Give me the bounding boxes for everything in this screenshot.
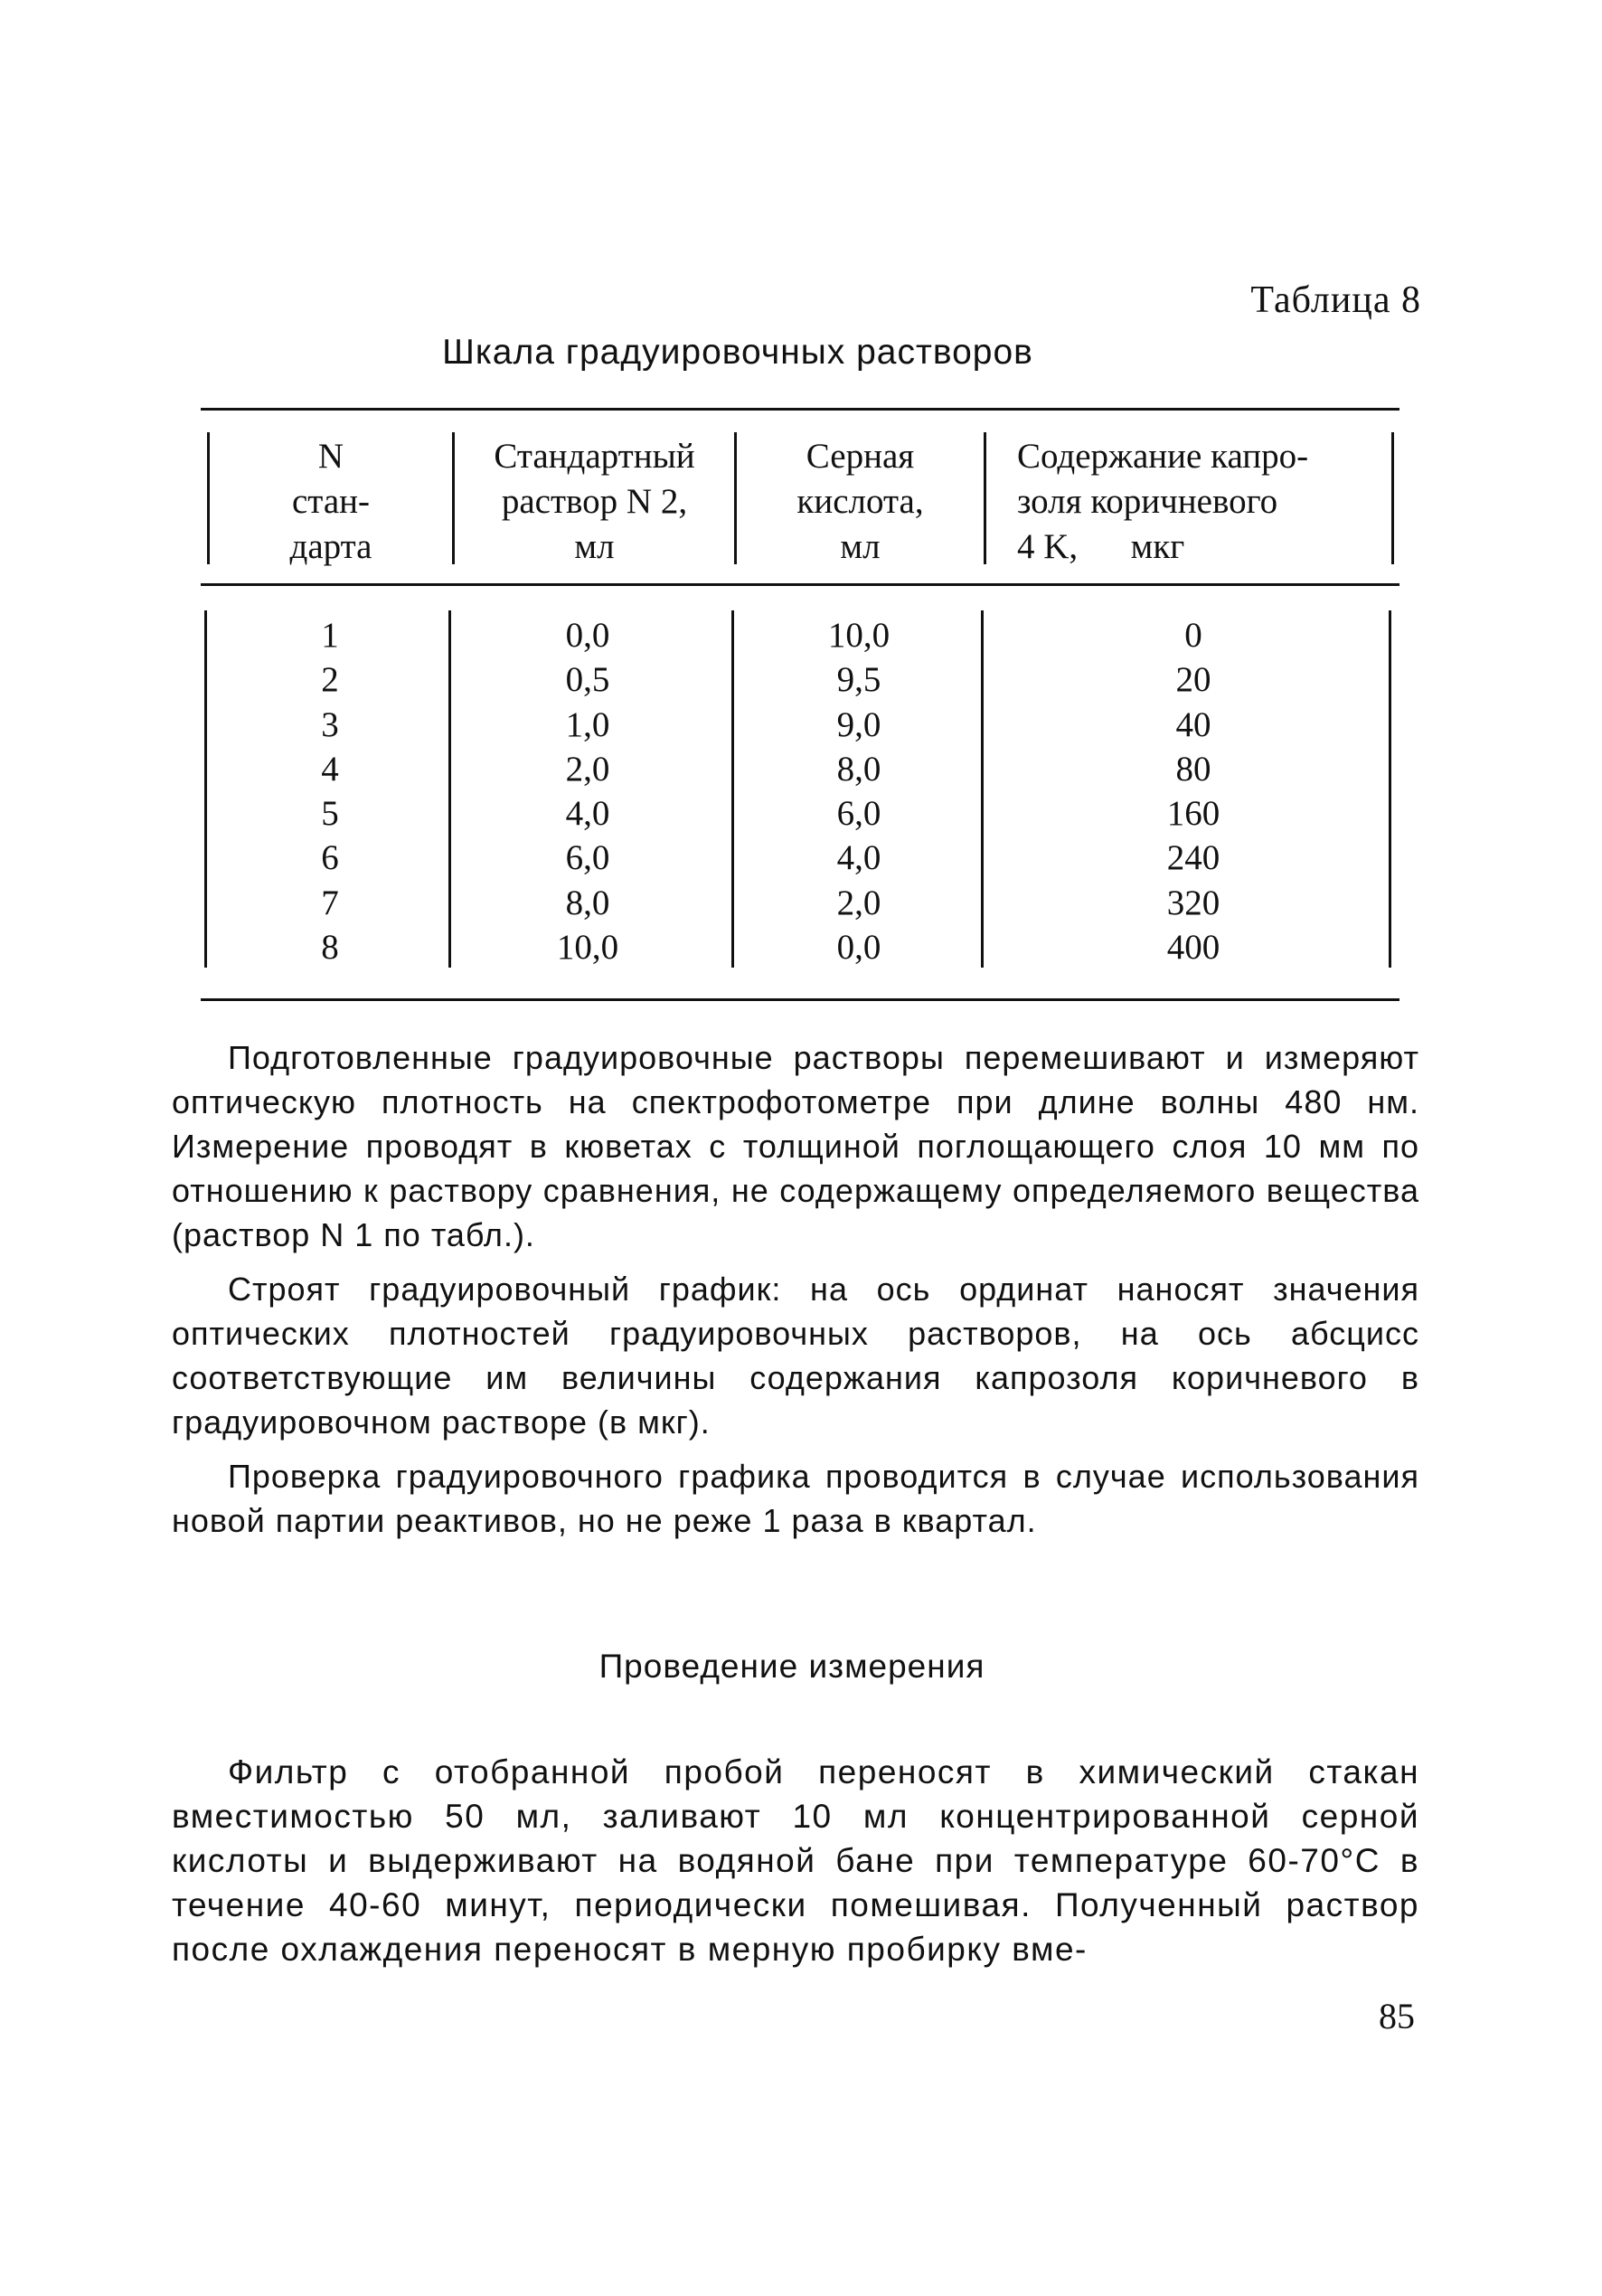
header-line: Серная xyxy=(806,437,915,476)
table-header-rule xyxy=(201,583,1399,586)
header-line: золя коричневого xyxy=(1017,482,1278,521)
body-divider xyxy=(1389,610,1391,968)
header-line: кислота, xyxy=(796,482,924,521)
table-cell: 160 xyxy=(1166,794,1220,834)
table-cell: 4,0 xyxy=(565,794,610,834)
section-body xyxy=(172,1750,1419,1971)
table-cell: 2,0 xyxy=(565,749,610,789)
table-cell: 20 xyxy=(1175,660,1211,700)
header-line: мл xyxy=(574,527,615,566)
body-divider xyxy=(448,610,451,968)
table-cell: 320 xyxy=(1166,883,1220,922)
section-heading xyxy=(0,1648,1602,1686)
table-cell: 9,5 xyxy=(836,660,881,700)
table-cell: 6,0 xyxy=(565,838,610,878)
table-cell: 8 xyxy=(321,928,339,968)
table-cell: 0,0 xyxy=(565,616,610,655)
header-line: Содержание капро- xyxy=(1017,437,1309,476)
table-cell: 1,0 xyxy=(565,704,610,744)
table-cell: 0 xyxy=(1184,616,1202,655)
table-bottom-rule xyxy=(201,998,1399,1001)
table-cell: 3 xyxy=(321,704,339,744)
table-cell: 0,5 xyxy=(565,660,610,700)
table-cell: 0,0 xyxy=(836,928,881,968)
table-top-rule xyxy=(201,408,1399,411)
table-cell: 2,0 xyxy=(836,883,881,922)
header-line: мл xyxy=(840,527,881,566)
table-cell: 40 xyxy=(1175,704,1211,744)
header-divider xyxy=(984,432,986,564)
column-caprozol-content xyxy=(1130,613,1257,969)
body-text xyxy=(172,1035,1419,1553)
header-cell-sulfuric-acid xyxy=(737,434,984,570)
header-line: 4 K, мкг xyxy=(1017,527,1185,566)
body-divider xyxy=(731,610,734,968)
table-cell: 8,0 xyxy=(565,883,610,922)
header-line: Стандартный xyxy=(494,437,695,476)
body-divider xyxy=(981,610,984,968)
header-cell-caprozol-content xyxy=(1017,434,1388,570)
header-cell-number xyxy=(210,434,452,570)
paragraph-calibration-graph: Строят градуировочный график: на ось ординат наносят значения оптических плотностей градуировочных растворов, на ось абсцисс соответствующие им величины содержания капрозоля коричневого в градуировочном растворе (в мкг). xyxy=(172,1271,1419,1441)
table-title-text: Шкала градуировочных растворов xyxy=(442,333,1033,372)
table-cell: 4 xyxy=(321,749,339,789)
section-heading-text: Проведение измерения xyxy=(598,1648,985,1685)
header-divider xyxy=(1391,432,1394,564)
table-cell: 7 xyxy=(321,883,339,922)
table-cell: 10,0 xyxy=(556,928,619,968)
paragraph-graph-verification: Проверка градуировочного графика проводится в случае использования новой партии реактивов, но не реже 1 раза в квартал. xyxy=(172,1458,1419,1539)
table-cell: 10,0 xyxy=(827,616,891,655)
table-cell: 1 xyxy=(321,616,339,655)
column-sulfuric-acid xyxy=(796,613,922,969)
column-standard-solution xyxy=(524,613,651,969)
page-number: 85 xyxy=(1379,1996,1415,2036)
table-title xyxy=(0,333,1602,373)
table-cell: 6 xyxy=(321,838,339,878)
header-line: дарта xyxy=(289,527,372,566)
table-cell: 2 xyxy=(321,660,339,700)
table-cell: 80 xyxy=(1175,749,1211,789)
header-line: стан- xyxy=(292,482,370,521)
header-line: раствор N 2, xyxy=(501,482,688,521)
table-cell: 5 xyxy=(321,794,339,834)
table-cell: 400 xyxy=(1166,928,1220,968)
body-divider xyxy=(204,610,207,968)
paragraph-calibration-measurement: Подготовленные градуировочные растворы перемешивают и измеряют оптическую плотность на спектрофотометре при длине волны 480 нм. Измерение проводят в кюветах с толщиной поглощающего слоя 10 мм по отношению к раствору сравнения, не содержащему определяемого вещества (раствор N 1 по табл.). xyxy=(172,1039,1419,1253)
header-line: N xyxy=(317,437,344,476)
column-standard-number xyxy=(289,613,371,969)
header-cell-standard-solution xyxy=(455,434,734,570)
table-cell: 6,0 xyxy=(836,794,881,834)
paragraph-measurement-procedure: Фильтр с отобранной пробой переносят в химический стакан вместимостью 50 мл, заливают 10 мл концентрированной серной кислоты и выдерживают на водяной бане при температуре 60-70°С в течение 40-60 минут, периодически помешивая. Полученный раствор после охлаждения переносят в мерную пробирку вме- xyxy=(172,1753,1419,1968)
table-number-label: Таблица 8 xyxy=(1250,279,1421,321)
table-cell: 9,0 xyxy=(836,704,881,744)
table-cell: 8,0 xyxy=(836,749,881,789)
table-cell: 4,0 xyxy=(836,838,881,878)
table-cell: 240 xyxy=(1166,838,1220,878)
